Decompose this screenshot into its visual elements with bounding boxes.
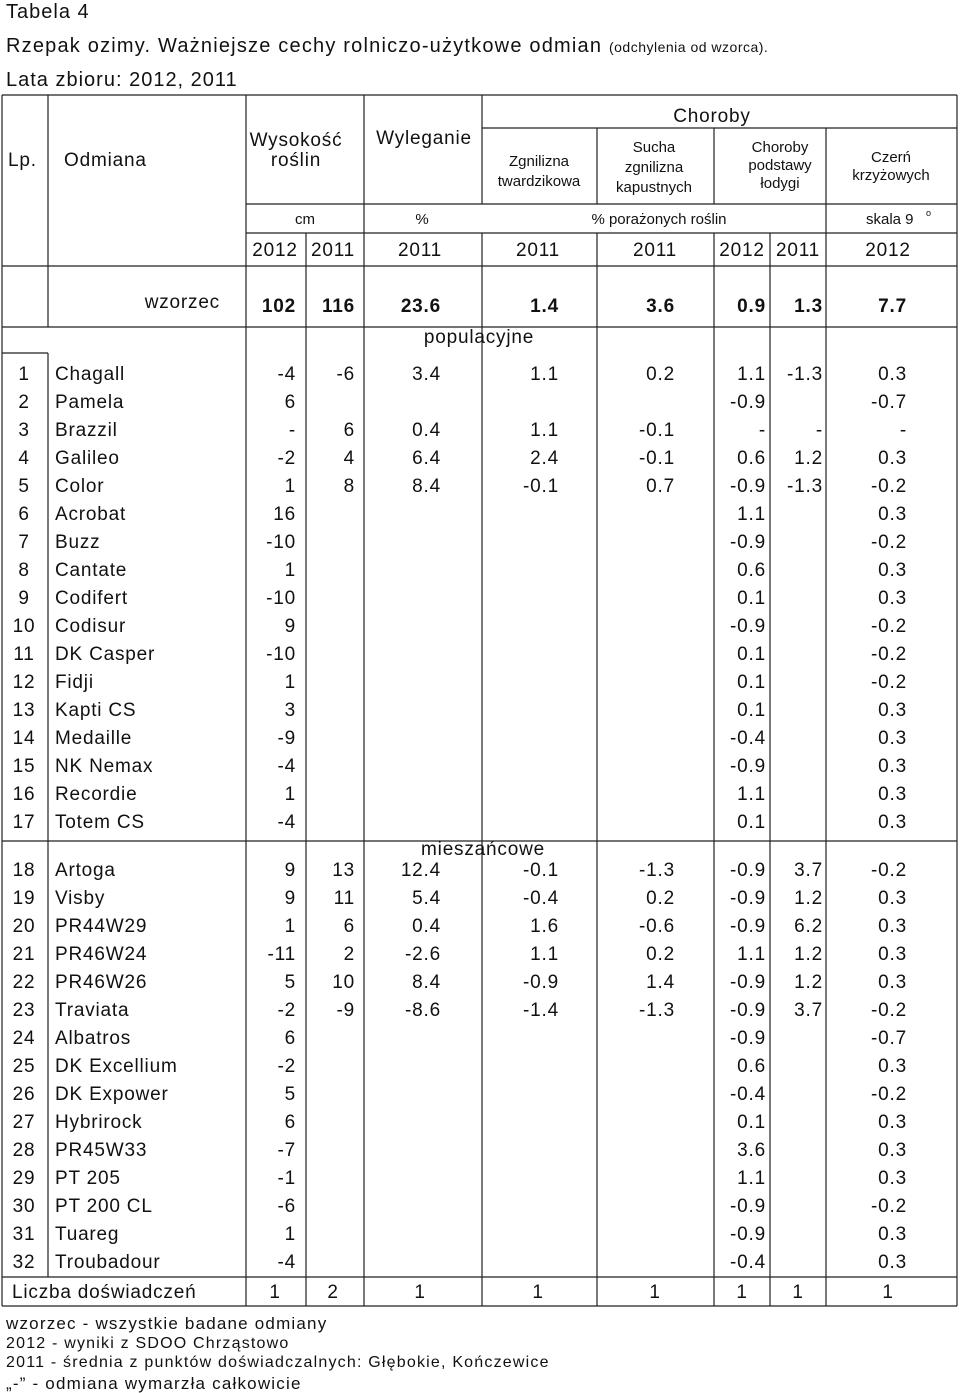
row-value: 6.4 [412, 448, 441, 469]
row-value: 0.3 [878, 812, 907, 833]
liczba-value: 1 [792, 1282, 804, 1303]
row-value: 0.3 [878, 1112, 907, 1133]
row-value: 1.1 [530, 944, 559, 965]
row-value: 0.3 [878, 916, 907, 937]
row-value: 1.1 [737, 944, 766, 965]
year-label: 2011 [397, 240, 443, 261]
row-value: -0.2 [871, 1000, 907, 1021]
year-label: 2012 [719, 240, 765, 261]
footnote-wzorzec: wzorzec - wszystkie badane odmiany [6, 1314, 328, 1333]
row-value: -0.9 [730, 888, 766, 909]
row-value: -6 [277, 1196, 296, 1217]
row-value: -2 [277, 1056, 296, 1077]
row-value: -0.9 [730, 756, 766, 777]
row-value: -0.9 [730, 916, 766, 937]
row-value: 1.2 [794, 448, 823, 469]
row-value: -0.9 [730, 1000, 766, 1021]
row-value: 1 [284, 672, 296, 693]
liczba-value: 1 [269, 1282, 281, 1303]
row-value: -1.3 [787, 364, 823, 385]
section-populacyjne: populacyjne [423, 327, 535, 348]
row-value: 0.1 [737, 672, 766, 693]
row-value: -0.2 [871, 644, 907, 665]
row-value: 9 [284, 860, 296, 881]
footnote-dash: „-” - odmiana wymarzła całkowicie [6, 1374, 302, 1393]
row-variety-name: PR44W29 [55, 916, 148, 937]
row-lp: 9 [18, 588, 30, 609]
row-value: -0.1 [523, 860, 559, 881]
row-value: -1 [277, 1168, 296, 1189]
row-value: - [815, 420, 823, 441]
row-value: 13 [332, 860, 355, 881]
row-lp: 18 [12, 860, 36, 881]
row-variety-name: Totem CS [55, 812, 145, 833]
row-value: -6 [336, 364, 355, 385]
row-value: 3 [284, 700, 296, 721]
row-variety-name: Kapti CS [55, 700, 137, 721]
row-variety-name: Galileo [55, 448, 120, 469]
row-value: 1.1 [737, 364, 766, 385]
liczba-label: Liczba doświadczeń [12, 1282, 197, 1303]
row-variety-name: Color [55, 476, 105, 497]
row-value: 4 [343, 448, 355, 469]
row-value: 0.1 [737, 644, 766, 665]
row-lp: 10 [12, 616, 36, 637]
unit-cm: cm [295, 211, 315, 228]
row-value: -2.6 [405, 944, 441, 965]
row-value: 0.2 [646, 888, 675, 909]
row-value: -9 [277, 728, 296, 749]
row-value: 1.1 [737, 504, 766, 525]
row-value: -1.3 [639, 1000, 675, 1021]
row-value: -4 [277, 756, 296, 777]
liczba-value: 1 [649, 1282, 661, 1303]
row-value: 0.2 [646, 364, 675, 385]
row-value: -0.9 [730, 616, 766, 637]
row-value: 5 [284, 1084, 296, 1105]
row-lp: 32 [12, 1252, 36, 1273]
row-value: 0.1 [737, 588, 766, 609]
row-value: -0.4 [730, 728, 766, 749]
liczba-value: 1 [882, 1282, 894, 1303]
row-lp: 25 [12, 1056, 36, 1077]
row-value: 9 [284, 616, 296, 637]
wzorzec-value: 0.9 [737, 296, 766, 317]
sucha-header: zgnilizna [624, 159, 684, 176]
row-value: 0.3 [878, 364, 907, 385]
row-lp: 31 [12, 1224, 36, 1245]
row-value: 0.2 [646, 944, 675, 965]
row-value: 0.6 [737, 448, 766, 469]
row-variety-name: PT 205 [55, 1168, 121, 1189]
row-variety-name: Codifert [55, 588, 128, 609]
row-value: -10 [266, 644, 296, 665]
row-value: 1.1 [530, 364, 559, 385]
row-value: 0.3 [878, 448, 907, 469]
row-value: 6 [284, 1028, 296, 1049]
unit-pct-porazonych: % porażonych roślin [591, 211, 727, 228]
row-value: -0.9 [523, 972, 559, 993]
row-value: -0.9 [730, 392, 766, 413]
wzorzec-value: 1.4 [530, 296, 559, 317]
row-value: 1.2 [794, 944, 823, 965]
row-value: 1.6 [530, 916, 559, 937]
year-label: 2011 [310, 240, 356, 261]
liczba-value: 2 [327, 1282, 339, 1303]
row-variety-name: Chagall [55, 364, 126, 385]
podstawy-header: Choroby [751, 139, 809, 156]
table-label: Tabela 4 [6, 1, 90, 23]
row-value: 1 [284, 1224, 296, 1245]
row-lp: 14 [12, 728, 36, 749]
row-value: -10 [266, 588, 296, 609]
row-lp: 4 [18, 448, 30, 469]
row-value: 6.2 [794, 916, 823, 937]
row-variety-name: Recordie [55, 784, 138, 805]
row-value: -0.4 [523, 888, 559, 909]
row-value: -0.4 [730, 1252, 766, 1273]
wzorzec-value: 1.3 [794, 296, 823, 317]
row-variety-name: Buzz [55, 532, 101, 553]
row-value: -4 [277, 1252, 296, 1273]
row-value: -0.2 [871, 1196, 907, 1217]
row-variety-name: PT 200 CL [55, 1196, 153, 1217]
row-variety-name: DK Casper [55, 644, 156, 665]
sucha-header: kapustnych [616, 179, 692, 196]
row-value: 0.3 [878, 700, 907, 721]
row-value: 3.4 [412, 364, 441, 385]
liczba-value: 1 [414, 1282, 426, 1303]
row-value: -0.7 [871, 392, 907, 413]
row-value: -10 [266, 532, 296, 553]
row-value: 0.3 [878, 972, 907, 993]
row-value: -8.6 [405, 1000, 441, 1021]
wzorzec-value: 102 [261, 296, 296, 317]
row-lp: 7 [18, 532, 30, 553]
row-value: -0.9 [730, 860, 766, 881]
row-value: 16 [273, 504, 296, 525]
row-variety-name: PR46W24 [55, 944, 148, 965]
row-variety-name: PR45W33 [55, 1140, 148, 1161]
wzorzec-value: 23.6 [400, 296, 441, 317]
liczba-value: 1 [532, 1282, 544, 1303]
row-value: - [288, 420, 296, 441]
row-value: 0.3 [878, 888, 907, 909]
row-value: -0.6 [639, 916, 675, 937]
row-value: 2.4 [530, 448, 559, 469]
unit-skala-sup: o [926, 208, 932, 218]
wysokosc-header: Wysokość [249, 130, 343, 151]
row-value: -0.1 [639, 420, 675, 441]
row-value: 5 [284, 972, 296, 993]
row-value: 1.1 [530, 420, 559, 441]
liczba-value: 1 [736, 1282, 748, 1303]
row-value: -0.7 [871, 1028, 907, 1049]
row-variety-name: Hybrirock [55, 1112, 143, 1133]
row-variety-name: Medaille [55, 728, 133, 749]
row-lp: 16 [12, 784, 36, 805]
row-variety-name: PR46W26 [55, 972, 148, 993]
row-value: 0.3 [878, 1140, 907, 1161]
row-variety-name: NK Nemax [55, 756, 154, 777]
row-value: -4 [277, 812, 296, 833]
row-lp: 12 [12, 672, 36, 693]
row-lp: 29 [12, 1168, 36, 1189]
row-value: 1 [284, 916, 296, 937]
row-value: 0.4 [412, 420, 441, 441]
row-value: 0.3 [878, 1252, 907, 1273]
wzorzec-value: 3.6 [646, 296, 675, 317]
czern-header: Czerń [870, 149, 912, 166]
footnote-2011: 2011 - średnia z punktów doświadczalnych: Głębokie, Kończewice [6, 1354, 550, 1371]
row-value: -1.4 [523, 1000, 559, 1021]
row-lp: 2 [18, 392, 30, 413]
row-value: 1.2 [794, 972, 823, 993]
row-lp: 13 [12, 700, 36, 721]
row-value: 1.4 [646, 972, 675, 993]
row-value: 1 [284, 784, 296, 805]
row-value: -4 [277, 364, 296, 385]
choroby-header: Choroby [673, 106, 751, 127]
unit-pct: % [415, 211, 429, 228]
row-value: - [899, 420, 907, 441]
row-value: 3.7 [794, 1000, 823, 1021]
row-value: 6 [343, 916, 355, 937]
row-lp: 3 [18, 420, 30, 441]
row-value: 0.6 [737, 560, 766, 581]
row-value: 0.7 [646, 476, 675, 497]
row-value: -0.4 [730, 1084, 766, 1105]
row-value: -0.2 [871, 672, 907, 693]
row-value: -11 [267, 944, 296, 965]
row-value: 3.7 [794, 860, 823, 881]
row-value: 12.4 [400, 860, 441, 881]
row-value: -1.3 [639, 860, 675, 881]
title-note: (odchylenia od wzorca). [608, 39, 769, 55]
row-value: 3.6 [737, 1140, 766, 1161]
row-value: 8 [343, 476, 355, 497]
row-value: 0.3 [878, 560, 907, 581]
row-lp: 28 [12, 1140, 36, 1161]
row-value: -0.9 [730, 1224, 766, 1245]
row-value: -0.9 [730, 532, 766, 553]
row-value: -0.1 [639, 448, 675, 469]
row-variety-name: Tuareg [55, 1224, 120, 1245]
row-value: -0.2 [871, 860, 907, 881]
row-value: -9 [336, 1000, 355, 1021]
row-value: -2 [277, 448, 296, 469]
row-lp: 15 [12, 756, 36, 777]
row-value: -2 [277, 1000, 296, 1021]
row-lp: 22 [12, 972, 36, 993]
row-value: 0.3 [878, 1056, 907, 1077]
odmiana-header: Odmiana [64, 150, 147, 171]
row-value: 0.3 [878, 728, 907, 749]
zgnilizna-header: Zgnilizna [508, 153, 570, 170]
row-value: 10 [332, 972, 355, 993]
row-lp: 26 [12, 1084, 36, 1105]
row-lp: 24 [12, 1028, 36, 1049]
row-lp: 1 [18, 364, 30, 385]
row-value: -1.3 [787, 476, 823, 497]
title-text: Rzepak ozimy. Ważniejsze cechy rolniczo-użytkowe odmian [6, 35, 603, 57]
row-value: -0.2 [871, 616, 907, 637]
year-label: 2011 [632, 240, 678, 261]
row-value: 0.3 [878, 756, 907, 777]
row-value: 6 [284, 392, 296, 413]
row-variety-name: Visby [55, 888, 106, 909]
row-value: 1.1 [737, 784, 766, 805]
sucha-header: Sucha [632, 139, 676, 156]
wyleganie-header: Wyleganie [376, 128, 472, 149]
row-value: 6 [284, 1112, 296, 1133]
footnote-2012: 2012 - wyniki z SDOO Chrząstowo [6, 1335, 290, 1352]
row-value: 0.3 [878, 1224, 907, 1245]
row-variety-name: Fidji [55, 672, 94, 693]
row-value: 0.1 [737, 812, 766, 833]
row-variety-name: Codisur [55, 616, 127, 637]
row-value: -0.2 [871, 476, 907, 497]
podstawy-header: łodygi [760, 175, 800, 192]
row-value: 5.4 [412, 888, 441, 909]
row-variety-name: DK Excellium [55, 1056, 178, 1077]
row-value: 0.3 [878, 1168, 907, 1189]
row-lp: 20 [12, 916, 36, 937]
row-value: 1.1 [737, 1168, 766, 1189]
czern-header: krzyżowych [852, 167, 930, 184]
row-variety-name: Artoga [55, 860, 116, 881]
row-variety-name: Troubadour [55, 1252, 161, 1273]
row-variety-name: Acrobat [55, 504, 127, 525]
row-value: 0.1 [737, 700, 766, 721]
zgnilizna-header: twardzikowa [497, 173, 581, 190]
row-value: 0.3 [878, 784, 907, 805]
row-lp: 19 [12, 888, 36, 909]
wysokosc-header: roślin [270, 150, 322, 171]
row-value: 6 [343, 420, 355, 441]
year-label: 2012 [865, 240, 911, 261]
row-value: -7 [277, 1140, 296, 1161]
row-variety-name: Traviata [55, 1000, 130, 1021]
row-lp: 23 [12, 1000, 36, 1021]
row-value: 0.1 [737, 1112, 766, 1133]
row-value: 9 [284, 888, 296, 909]
row-lp: 8 [18, 560, 30, 581]
row-value: 0.3 [878, 588, 907, 609]
row-variety-name: Cantate [55, 560, 128, 581]
row-value: -0.9 [730, 972, 766, 993]
row-value: 0.3 [878, 944, 907, 965]
row-lp: 27 [12, 1112, 36, 1133]
podstawy-header: podstawy [748, 157, 812, 174]
year-label: 2011 [515, 240, 561, 261]
row-value: - [758, 420, 766, 441]
row-value: -0.2 [871, 532, 907, 553]
row-value: 8.4 [412, 972, 441, 993]
row-lp: 5 [18, 476, 30, 497]
row-lp: 30 [12, 1196, 36, 1217]
section-mieszancowe: mieszańcowe [421, 839, 545, 860]
row-value: 2 [343, 944, 355, 965]
row-value: 0.6 [737, 1056, 766, 1077]
row-value: 8.4 [412, 476, 441, 497]
row-value: 0.3 [878, 504, 907, 525]
row-value: 11 [333, 888, 355, 909]
row-lp: 17 [12, 812, 36, 833]
row-lp: 6 [18, 504, 30, 525]
unit-skala: skala 9 [866, 211, 914, 228]
row-variety-name: Albatros [55, 1028, 132, 1049]
row-value: 1 [284, 560, 296, 581]
wzorzec-value: 7.7 [878, 296, 907, 317]
row-variety-name: DK Expower [55, 1084, 169, 1105]
wzorzec-label: wzorzec [144, 292, 220, 313]
row-value: 0.4 [412, 916, 441, 937]
wzorzec-value: 116 [321, 296, 355, 317]
year-label: 2012 [252, 240, 298, 261]
row-value: 1 [284, 476, 296, 497]
year-label: 2011 [775, 240, 821, 261]
row-variety-name: Brazzil [55, 420, 118, 441]
row-value: 1.2 [794, 888, 823, 909]
row-value: -0.1 [523, 476, 559, 497]
row-value: -0.9 [730, 1028, 766, 1049]
row-value: -0.9 [730, 1196, 766, 1217]
harvest-years: Lata zbioru: 2012, 2011 [6, 69, 238, 91]
row-value: -0.9 [730, 476, 766, 497]
lp-header: Lp. [8, 150, 37, 171]
row-value: -0.2 [871, 1084, 907, 1105]
row-variety-name: Pamela [55, 392, 125, 413]
row-lp: 21 [12, 944, 36, 965]
row-lp: 11 [13, 644, 35, 665]
